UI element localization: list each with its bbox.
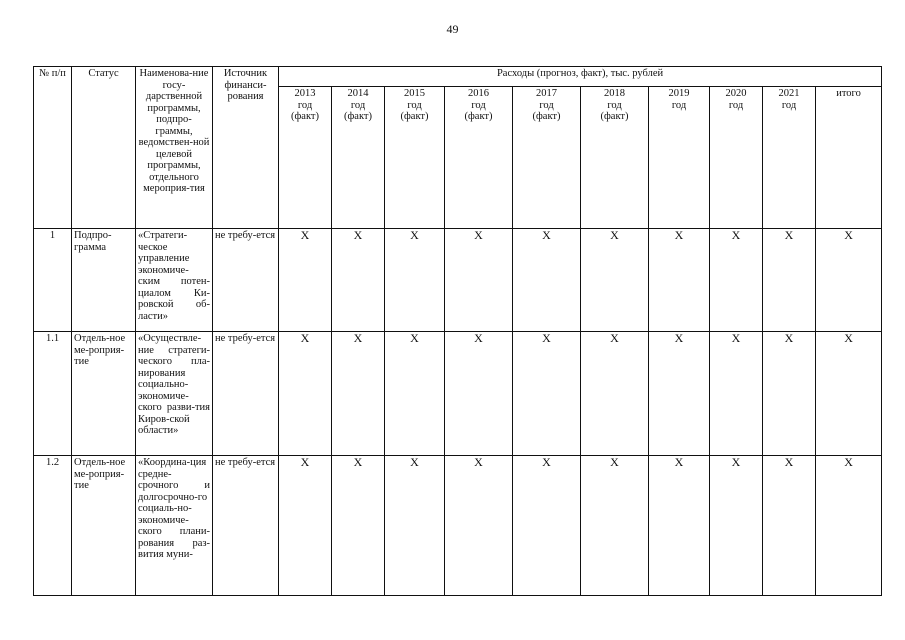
row-value-cell: X: [279, 332, 332, 456]
expenses-table: [33, 66, 882, 596]
header-year-year: 2019: [668, 88, 690, 99]
header-year-2014: [332, 87, 385, 229]
row-source: не требу-ется: [213, 229, 279, 332]
header-year-2018: [581, 87, 649, 229]
page-number: 49: [446, 22, 459, 36]
header-year-year: 2015: [404, 88, 425, 99]
header-year-year: 2017: [536, 88, 557, 99]
header-year-sub2: (факт): [532, 111, 561, 122]
header-year-2015: [385, 87, 445, 229]
row-value-cell: X: [816, 456, 882, 596]
row-value-cell: X: [649, 229, 710, 332]
header-year-sub1: год: [728, 99, 744, 111]
row-value-cell: X: [581, 229, 649, 332]
table-row: [34, 332, 882, 456]
table-row: [34, 456, 882, 596]
header-row-1: [34, 67, 882, 87]
header-year-sub1: год: [671, 99, 687, 111]
header-year-year: 2021: [778, 88, 800, 99]
row-value-cell: X: [649, 332, 710, 456]
row-source: не требу-ется: [213, 456, 279, 596]
row-value-cell: X: [710, 456, 763, 596]
row-value-cell: X: [763, 456, 816, 596]
row-value-cell: X: [445, 456, 513, 596]
row-value-cell: X: [513, 456, 581, 596]
header-year-year: 2016: [468, 88, 489, 99]
header-year-sub1: год: [297, 99, 313, 111]
header-status: Статус: [72, 67, 136, 229]
header-year-year: 2013: [294, 88, 316, 99]
header-year-sub2: (факт): [600, 111, 629, 122]
row-value-cell: X: [445, 332, 513, 456]
row-source: не требу-ется: [213, 332, 279, 456]
row-value-cell: X: [816, 229, 882, 332]
header-source: Источник финанси-рования: [213, 67, 279, 229]
header-year-sub2: (факт): [343, 111, 372, 122]
row-value-cell: X: [513, 229, 581, 332]
header-year-sub1: год: [781, 99, 797, 111]
row-name: «Стратеги-ческое управление экономиче-ским потен-циалом Ки-ровской об-ласти»: [136, 229, 213, 332]
header-num: № п/п: [34, 67, 72, 229]
table-row: [34, 229, 882, 332]
header-name: Наименова-ние госу-дарственной программы, подпро-граммы, ведомствен-ной целевой программы, отдельного мероприя-тия: [136, 67, 213, 229]
row-value-cell: X: [649, 456, 710, 596]
row-value-cell: X: [513, 332, 581, 456]
header-year-sub2: (факт): [464, 111, 493, 122]
header-year-sub1: год: [471, 99, 486, 111]
row-value-cell: X: [581, 456, 649, 596]
header-year-year: 2018: [604, 88, 625, 99]
row-name: «Координа-ция средне-срочного и долгосрочно-го социаль-но-экономиче-ского плани-рования раз-вития муни-: [136, 456, 213, 596]
header-year-year: 2020: [725, 88, 747, 99]
row-value-cell: X: [385, 456, 445, 596]
header-year-sub2: (факт): [400, 111, 429, 122]
header-year-2020: [710, 87, 763, 229]
row-status: Отдель-ное ме-роприя-тие: [72, 332, 136, 456]
row-value-cell: X: [581, 332, 649, 456]
row-value-cell: X: [710, 332, 763, 456]
header-year-year: 2014: [347, 88, 369, 99]
row-value-cell: X: [385, 229, 445, 332]
row-status: Отдель-ное ме-роприя-тие: [72, 456, 136, 596]
header-year-2013: [279, 87, 332, 229]
row-value-cell: X: [816, 332, 882, 456]
header-year-2017: [513, 87, 581, 229]
header-year-sub1: год: [539, 99, 554, 111]
row-value-cell: X: [445, 229, 513, 332]
row-value-cell: X: [279, 229, 332, 332]
row-value-cell: X: [763, 332, 816, 456]
header-year-sub1: год: [407, 99, 422, 111]
row-value-cell: X: [332, 456, 385, 596]
row-value-cell: X: [332, 332, 385, 456]
row-num: 1.1: [34, 332, 72, 456]
header-year-2019: [649, 87, 710, 229]
row-num: 1: [34, 229, 72, 332]
table-body: [34, 229, 882, 596]
row-value-cell: X: [279, 456, 332, 596]
row-status: Подпро-грамма: [72, 229, 136, 332]
row-value-cell: X: [763, 229, 816, 332]
row-value-cell: X: [710, 229, 763, 332]
header-year-2021: [763, 87, 816, 229]
header-year-sub2: (факт): [290, 111, 319, 122]
row-value-cell: X: [332, 229, 385, 332]
row-value-cell: X: [385, 332, 445, 456]
header-total: итого: [816, 87, 882, 229]
header-year-sub1: год: [607, 99, 622, 111]
row-name: «Осуществле-ние стратеги-ческого пла-нирования социально-экономиче-ского разви-тия Киров-ской области»: [136, 332, 213, 456]
header-expenses: Расходы (прогноз, факт), тыс. рублей: [279, 67, 882, 87]
header-year-sub1: год: [350, 99, 366, 111]
header-year-2016: [445, 87, 513, 229]
row-num: 1.2: [34, 456, 72, 596]
